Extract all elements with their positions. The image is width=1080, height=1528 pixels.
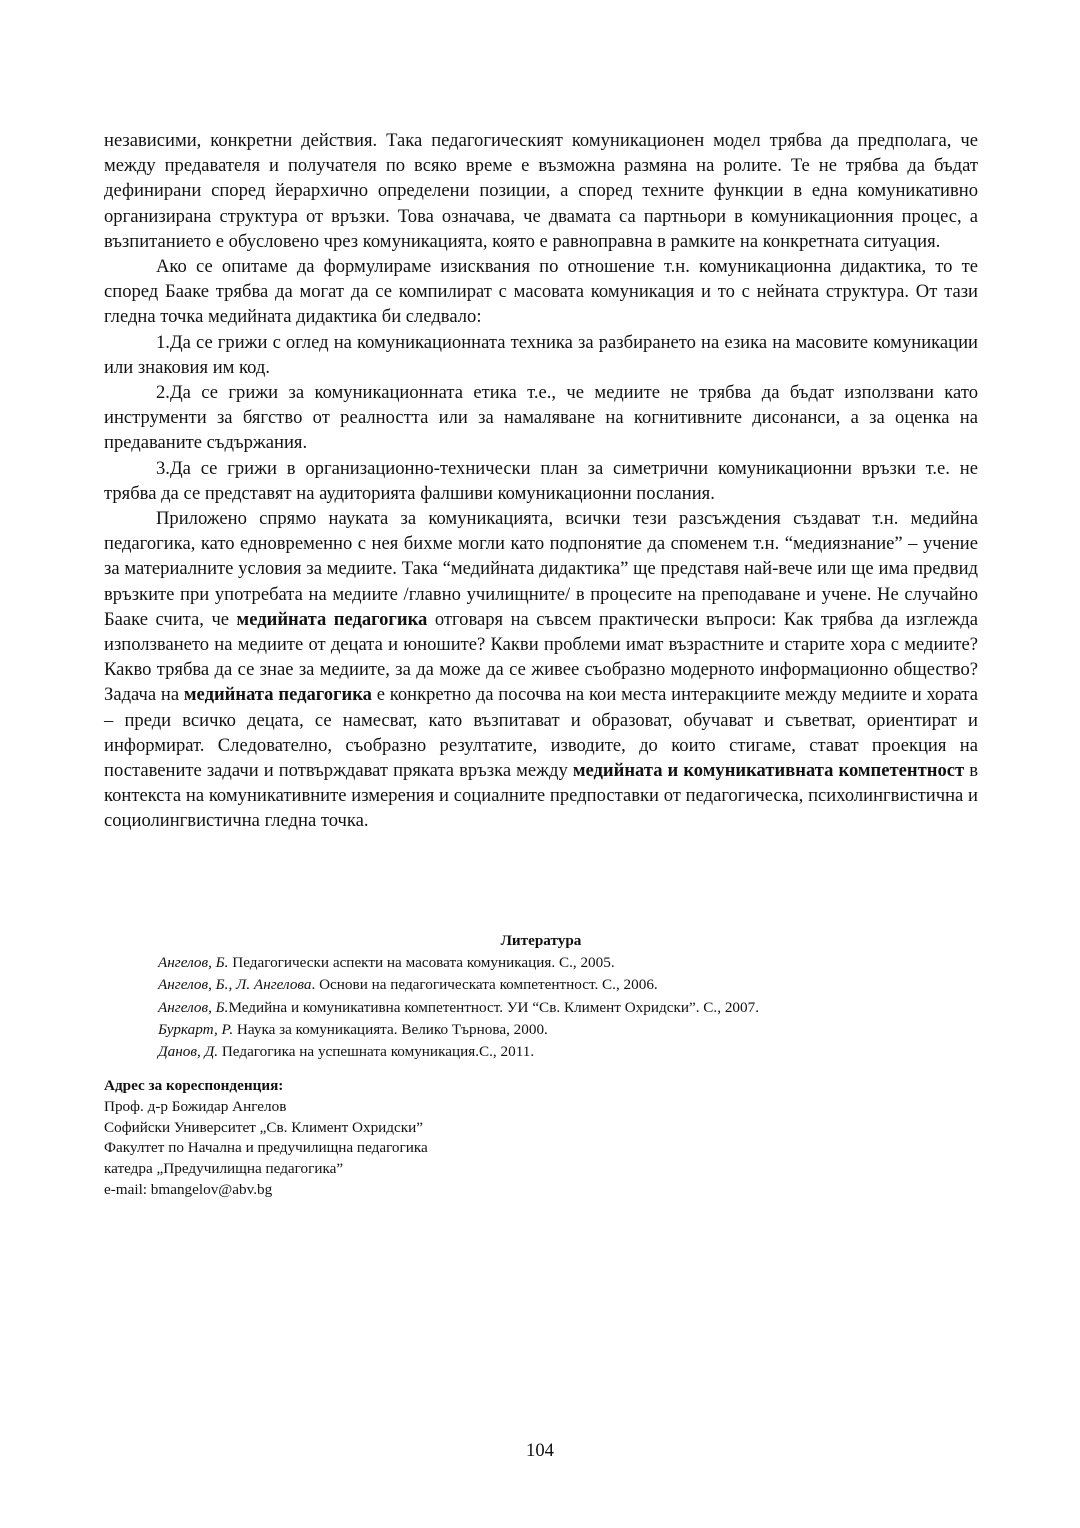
list-item-1: 1.Да се грижи с оглед на комуникационната техника за разбирането на езика на масовите комуникации или знаковия им код. [104,331,978,378]
reference-text: Педагогика на успешната комуникация.С., 2011. [218,1043,535,1061]
reference-author: Ангелов, Б. [158,998,229,1016]
address-heading: Адрес за кореспонденция: [104,1077,284,1094]
list-item-2: 2.Да се грижи за комуникационната етика т.е., че медиите не трябва да бъдат използвани като инструменти за бягство от реалността или за намаляване на когнитивните дисонанси, а за оценка на предаваните съдържания. [104,382,978,454]
reference-author: Буркарт, Р. [158,1020,234,1038]
reference-author: Ангелов, Б. [158,954,229,972]
list-item-3: 3.Да се грижи в организационно-технически план за симетрични комуникационни връзки т.е. не трябва да се представят на аудиторията фалшиви комуникационни послания. [104,457,978,504]
p6-bold-2: медийната педагогика [183,684,372,706]
paragraph-1: независими, конкретни действия. Така педагогическият комуникационен модел трябва да предполага, че между предавателя и получателя по всяко време е възможна размяна на ролите. Те не трябва да бъдат дефинирани според йерархично определени позиции, а според техните функции в една комуникативно организирана структура от връзки. Това означава, че двамата са партньори в комуникационния процес, а възпитанието е обусловено чрез комуникацията, която е равноправна в рамките на конкретната ситуация. [104,130,978,252]
address-line: катедра „Предучилищна педагогика” [104,1160,344,1178]
reference-author: Данов, Д. [158,1043,219,1061]
p6-bold-3: медийната и комуникативната компетентност [572,760,965,782]
references-section [104,930,978,1063]
paragraph-6 [104,506,978,834]
p6-text-2: отговаря на съвсем практически въпроси: Как трябва да изглежда използването на медиите от децата и юношите? Какви проблеми имат възрастните и старите хора с медиите? Какво трябва да се знае за медиите, за да може да се живее съобразно модерното информационно общество? Задача на [104,608,978,706]
paragraph-2: Ако се опитаме да формулираме изисквания по отношение т.н. комуникационна дидактика, то те според Бааке трябва да могат да се компилират с масовата комуникация и то с нейната структура. От тази гледна точка медийната дидактика би следвало: [104,256,978,328]
reference-item [158,1019,978,1041]
page-number: 104 [526,1440,554,1461]
reference-item [158,974,978,996]
address-line: Софийски Университет „Св. Климент Охридски” [104,1118,424,1136]
address-line: Факултет по Начална и предучилищна педагогика [104,1139,428,1157]
reference-item [158,997,978,1019]
reference-text: Педагогически аспекти на масовата комуникация. С., 2005. [228,954,615,972]
references-title: Литература [500,932,582,949]
correspondence-address [104,1076,704,1201]
reference-text: Наука за комуникацията. Велико Търнова, 2000. [233,1020,548,1038]
reference-text: . Основи на педагогическата компетентност. С., 2006. [311,976,658,994]
p6-text-1: Приложено спрямо науката за комуникацията, всички тези разсъждения създават т.н. медийна педагогика, като едновременно с нея бихме могли като подпонятие да споменем т.н. “медиязнание” – учение за материалните условия за медиите. Така “медийната дидактика” ще представя най-вече или ще има предвид връзките при употребата на медиите /главно училищните/ в процесите на преподаване и учене. Не случайно Бааке счита, че [104,508,978,630]
p6-text-4: в контекста на комуникативните измерения и социалните предпоставки от педагогическа, психолингвистична и социолингвистична гледна точка. [104,760,978,832]
address-email: e-mail: bmangelov@abv.bg [104,1180,273,1198]
reference-text: Медийна и комуникативна компетентност. УИ “Св. Климент Охридски”. С., 2007. [228,998,759,1016]
body-text [104,128,978,834]
reference-item [158,1041,978,1063]
p6-text-3: е конкретно да посочва на кои места интеракциите между медиите и хората – преди всичко децата, се намесват, като възпитават и образоват, обучават и съветват, ориентират и информират. Следователно, съобразно резултатите, изводите, до които стигаме, стават проекция на поставените задачи и потвърждават пряката връзка между [104,684,979,782]
address-line: Проф. д-р Божидар Ангелов [104,1097,287,1115]
p6-bold-1: медийната педагогика [236,608,428,630]
reference-author: Ангелов, Б., Л. Ангелова [158,976,312,994]
reference-item [158,952,978,974]
